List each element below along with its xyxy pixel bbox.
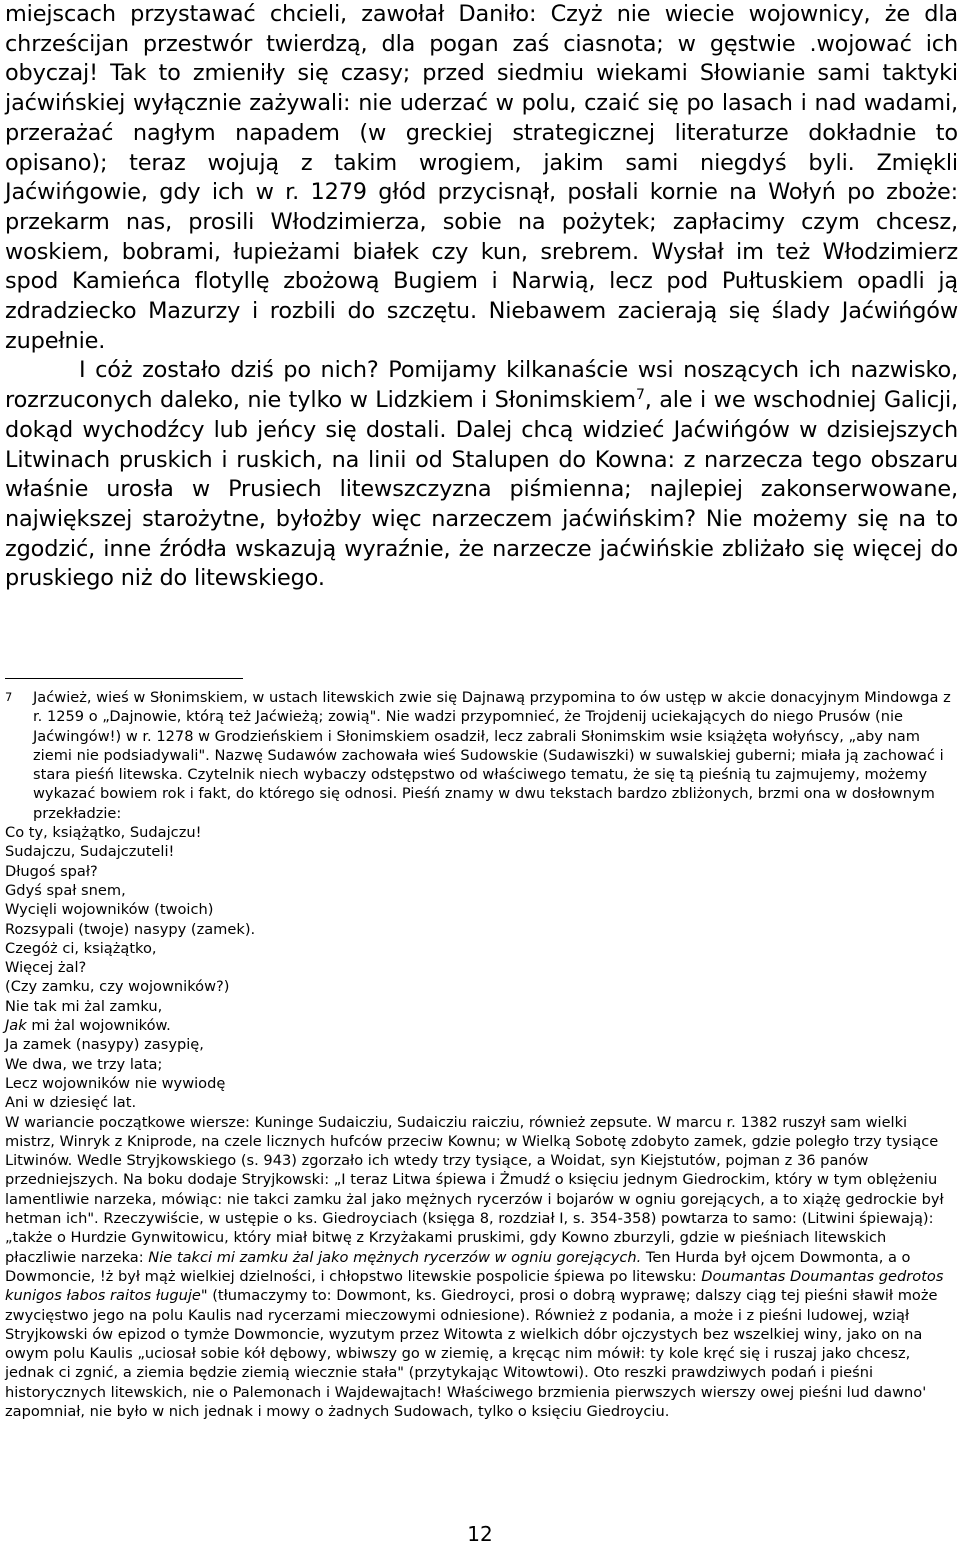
footnote-text: " (tłumaczymy to: Dowmont, ks. Giedroyci, prosi o dobrą wyprawę; dalszy ciąg tej pieśni sławił może zwycięstwo jego na polu Kaulis nad rycerzami mieczowymi odniesione). Również z podania, a może i z pieśni ludowej, wziął Stryjkowski ów epizod o tymże Dowmoncie, wyzutym przez Witowta z wielkich dóbr ojczystych bez wszelkiej winy, jako on na owym polu Kaulis „uciosał sobie kół dębowy, wbiwszy go w ziemię, a kręcąc nim mówił: ty kole kręć się i ruszaj jako chcesz, jednak ci zgnić, a ziemia będzie ziemią wiecznie stała" (przytykając Witowtowi). Oto reszki prawdziwych podań i pieśni historycznych litewskich, nie o Palemonach i Wajdewajtach! Właściwego brzmienia pierwszych wierszy owej pieśni lud dawno' zapomniał, nie było w nich jednak i mowy o żadnych Sudowach, tylko o księciu Giedroyciu. <box>5 1287 938 1420</box>
stanza-line: Ani w dziesięć lat. <box>5 1094 137 1112</box>
footnote-reference[interactable]: 7 <box>635 387 645 404</box>
stanza-line-rest: mi żal wojowników. <box>26 1017 171 1035</box>
stanza-line: Więcej żal? <box>5 959 87 977</box>
stanza-line: Sudajczu, Sudajczuteli! <box>5 843 175 861</box>
footnote-text: W wariancie początkowe wiersze: Kuninge Sudaicziu, Sudaicziu raicziu, również zepsute. W marcu r. 1382 ruszył sam wielki mistrz, Winryk z Kniprode, na czele licznych hufców przeciw Kownu; w Wielką Sobotę zdobyto zamek, gdzie poległo trzy tysiące Litwinów. Wedle Stryjkowskiego (s. 943) zgorzało ich wtedy trzy tysiące, a Woidat, syn Kiejstutów, pojman z 36 panów przedniejszych. Na boku dodaje Stryjkowski: „I teraz Litwa śpiewa i Żmudź o księciu jednym Giedrockim, który w tym oblężeniu lamentliwie narzeka, mówiąc: nie takci zamku żal jako mężnych rycerzów i bojarów w ogniu gorejących, a to xiążę gedrockie był hetman ich". Rzeczywiście, w ustępie o ks. Giedroyciach (księga 8, rozdział I, s. 354-358) powtarza to samo: (Litwini śpiewają): „także o Hurdzie Gynwitowicu, który miał bitwę z Krzyżakami pruskimi, gdy Kowno zburzyli, gdzie w pieśniach litewskich płaczliwie narzeka: <box>5 1113 944 1266</box>
paragraph: miejscach przystawać chcieli, zawołał Daniło: Czyż nie wiecie wojownicy, że dla chrześcijan przestwór twierdzą, dla pogan zaś ciasnota; w gęstwie .wojować ich obyczaj! Tak to zmieniły się czasy; przed siedmiu wiekami Słowianie sami taktyki jaćwińskiej wyłącznie zażywali: nie uderzać w polu, czaić się po lasach i nad wadami, przerażać nagłym napadem (w greckiej strategicznej literaturze dokładnie to opisano); teraz wojują z takim wrogiem, jakim sami niegdyś byli. Zmiękli Jaćwińgowie, gdy ich w r. 1279 głód przycisnął, posłali kornie na Wołyń po zboże: przekarm nas, prosili Włodzimierza, sobie na pożytek; zapłacimy czym chcesz, woskiem, bobrami, łupieżami białek czy kun, srebrem. Wysłał im też Włodzimierz spod Kamieńca flotyllę zbożową Bugiem i Narwią, lecz pod Pułtuskiem opadli ją zdradziecko Mazurzy i rozbili do szczętu. Niebawem zacierają się ślady Jaćwińgów zupełnie. <box>5 1 958 354</box>
footnote-text: Ten Hurda był ojcem Dowmonta, a o Dowmoncie, !ż był mąż wielkiej dzielności, i chłopstwo litewskie pospolicie śpiewa po litewsku: <box>5 1248 911 1285</box>
stanza-line: (Czy zamku, czy wojowników?) <box>5 978 230 996</box>
stanza-line: Wycięli wojowników (twoich) <box>5 901 214 919</box>
stanza-line: Gdyś spał snem, <box>5 881 126 899</box>
stanza-line <box>5 1016 958 1035</box>
stanza-line: Nie tak mi żal zamku, <box>5 997 163 1015</box>
stanza-line: Ja zamek (nasypy) zasypię, <box>5 1036 204 1054</box>
stanza-line: Co ty, książątko, Sudajczu! <box>5 824 202 842</box>
footnote-italic-quote: Nie takci mi zamku żal jako mężnych rycerzów w ogniu gorejących. <box>148 1248 642 1266</box>
stanza-italic-word: Jak <box>5 1017 27 1035</box>
footnote-number: 7 <box>5 690 13 704</box>
footnote-separator <box>5 678 243 679</box>
stanza-line: Czegóż ci, książątko, <box>5 939 157 957</box>
stanza-line: Rozsypali (twoje) nasypy (zamek). <box>5 920 256 938</box>
footnote-closing <box>5 1113 958 1422</box>
footnote-intro: Jaćwież, wieś w Słonimskiem, w ustach litewskich zwie się Dajnawą przypomina to ów ustęp w akcie donacyjnym Mindowga z r. 1259 o „Dajnowie, którą też Jaćwieżą; zowią". Nie wadzi przypomnieć, że Trojdenij uciekających do niego Prusów (nie Jaćwingów!) w r. 1278 w Grodzieńskiem i Słonimskiem osadził, lecz zabrali Słonimskim wsie książęta wołyńscy, „aby nam ziemi nie podsiadywali". Nazwę Sudawów zachowała wieś Sudowskie (Sudawiszki) w suwalskiej guberni; miała ją zachować i stara pieśń litewska. Czytelnik niech wybaczy odstępstwo od właściwego tematu, że się tą pieśnią tu zajmujemy, możemy wykazać bowiem rok i fakt, do którego się odnosi. Pieśń znamy w dwu tekstach bardzo zbliżonych, brzmi ona w dosłownym przekładzie: <box>33 689 951 822</box>
main-body-text <box>5 0 958 594</box>
stanza-line: Lecz wojowników nie wywiodę <box>5 1074 226 1092</box>
footnote-italic-quote: Doumantas Doumantas gedrotos kunigos łabos raitos ługuje <box>5 1267 944 1305</box>
song-stanza <box>5 823 958 1112</box>
paragraph-text: , ale i we wschodniej Galicji, dokąd wychodźcy lub jeńcy się dostali. Dalej chcą widzieć Jaćwińgów w dzisiejszych Litwinach pruskich i ruskich, na linii od Stalupen do Kowna: z narzecza tego obszaru właśnie urosła w Prusiech litewszczyzna piśmienna; najlepiej zakonserwowane, największej starożytne, byłożby więc narzeczem jaćwińskim? Nie możemy się na to zgodzić, inne źródła wskazują wyraźnie, że narzecze jaćwińskie zbliżało się więcej do pruskiego niż do litewskiego. <box>5 387 958 592</box>
page-number: 12 <box>467 1522 493 1546</box>
paragraph-text: I cóż zostało dziś po nich? Pomijamy kilkanaście wsi noszących ich nazwisko, rozrzuconych daleko, nie tylko w Lidzkiem i Słonimskiem <box>5 357 958 414</box>
stanza-line: We dwa, we trzy lata; <box>5 1055 163 1073</box>
footnote <box>5 688 958 1421</box>
paragraph <box>5 356 958 594</box>
stanza-line: Długoś spał? <box>5 862 98 880</box>
